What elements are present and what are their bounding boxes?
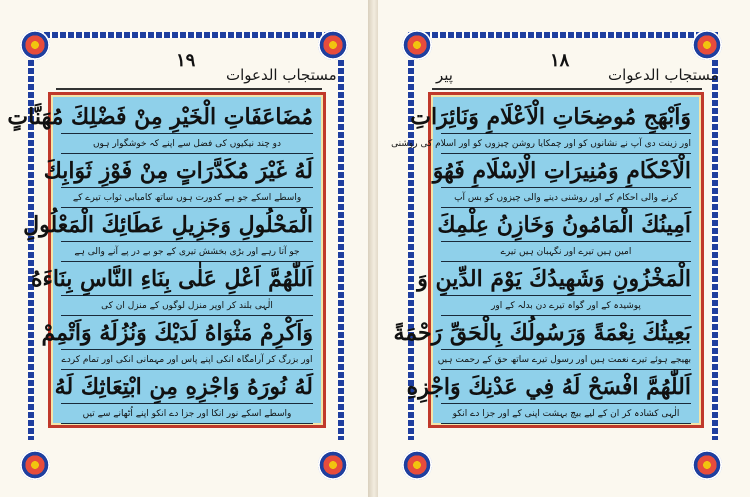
page-number: ۱۹: [176, 50, 196, 71]
translation-line: الٰہی کشادہ کر ان کے لیے بیچ بہشت اپنی کے اور جزا دے انکو: [441, 405, 691, 424]
header-day: پیر: [436, 66, 453, 84]
rosette-ornament-icon: [20, 450, 50, 480]
rosette-ornament-icon: [318, 30, 348, 60]
translation-line: اور بزرگ کر آرامگاہ انکی اپنے پاس اور مہمانی انکی اور تمام کردے: [61, 351, 313, 370]
translation-line: الٰہی بلند کر اوپر منزل لوگوں کے منزل ان کی: [61, 297, 313, 316]
arabic-text-line: الْمَحْلُولِ وَجَزِيلِ عَطَائِكَ الْمَعْلُولِ: [61, 209, 313, 242]
text-panel: [391, 92, 704, 428]
page-number: ۱۸: [550, 50, 570, 71]
translation-line: واسطے اسکے نور انکا اور جزا دے انکو اپنے اُٹھانے سے تیں: [61, 405, 313, 424]
header-rule: [432, 88, 702, 90]
header-rule: [56, 88, 322, 90]
arabic-text-line: اَللّٰهُمَّ افْسَحْ لَهُ فِي عَدْنِكَ وَاجْزِهِ: [441, 371, 691, 404]
top-border-ornament: [28, 32, 338, 38]
translation-line: کرنے والی احکام کے اور روشنی دینے والی چیزوں کو بس آپ: [441, 189, 691, 208]
arabic-text-line: لَهُ نُورَهُ وَاجْزِهِ مِنِ ابْتِعَاثِكَ لَهُ: [61, 371, 313, 404]
translation-line: امین ہیں تیرے اور نگہبان ہیں تیرے: [441, 243, 691, 262]
left-page: [0, 0, 370, 497]
arabic-text-line: مُضَاعَفَاتِ الْخَيْرِ مِنْ فَضْلِكَ مُهَنَّاتٍ: [61, 101, 313, 134]
translation-line: جو آتا رہے اور بڑی بخشش تیری کے جو بے در پے آنے والی ہے: [61, 243, 313, 262]
rosette-ornament-icon: [692, 30, 722, 60]
rosette-ornament-icon: [402, 30, 432, 60]
arabic-text-line: الْاَحْكَامِ وَمُنِيرَاتِ الْاِسْلَامِ فَهُوَ: [441, 155, 691, 188]
arabic-text-line: اَمِينُكَ الْمَامُونُ وَخَازِنُ عِلْمِكَ: [441, 209, 691, 242]
arabic-text-line: وَاَكْرِمْ مَثْوَاهُ لَدَيْكَ وَنُزُلَهُ وَاَتْمِمْ: [61, 317, 313, 350]
right-border-ornament: [712, 60, 718, 440]
arabic-text-line: وَاَبْهَجِ مُوضِحَاتِ الْاَعْلَامِ وَنَائِرَاتِ: [441, 101, 691, 134]
rosette-ornament-icon: [692, 450, 722, 480]
rosette-ornament-icon: [318, 450, 348, 480]
translation-line: دو چند نیکیوں کی فضل سے اپنے کہ خوشگوار ہوں: [61, 135, 313, 154]
arabic-text-line: الْمَخْزُونِ وَشَهِيدُكَ يَوْمَ الدِّينِ وَ: [441, 263, 691, 296]
arabic-text-line: لَهُ غَيْرَ مُكَدَّرَاتٍ مِنْ فَوْزِ ثَوَابِكَ: [61, 155, 313, 188]
arabic-text-line: بَعِيثُكَ نِعْمَةً وَرَسُولُكَ بِالْحَقِّ رَحْمَةً: [441, 317, 691, 350]
arabic-text-line: اَللّٰهُمَّ اَعْلِ عَلٰى بِنَاءِ النَّاسِ بِنَاءَهُ: [61, 263, 313, 296]
translation-line: واسطے اسکے جو ہے کدورت ہوں ساتھ کامیابی ثواب تیرے کے: [61, 189, 313, 208]
translation-line: بھیجے ہوئے تیرے نعمت ہیں اور رسول تیرے ساتھ حق کے رحمت ہیں: [441, 351, 691, 370]
right-page: [378, 0, 750, 497]
translation-line: اور زینت دی آپ نے نشانوں کو اور چمکایا روشن چیزوں کو اور اسلام کی روشنی: [441, 135, 691, 154]
header-title: مستجاب الدعوات: [226, 66, 337, 84]
translation-line: پوشیدہ کے اور گواہ تیرے دن بدلہ کے اور: [441, 297, 691, 316]
text-panel: [7, 92, 326, 428]
rosette-ornament-icon: [20, 30, 50, 60]
header-title: مستجاب الدعوات: [608, 66, 719, 84]
right-border-ornament: [338, 60, 344, 440]
top-border-ornament: [408, 32, 718, 38]
rosette-ornament-icon: [402, 450, 432, 480]
